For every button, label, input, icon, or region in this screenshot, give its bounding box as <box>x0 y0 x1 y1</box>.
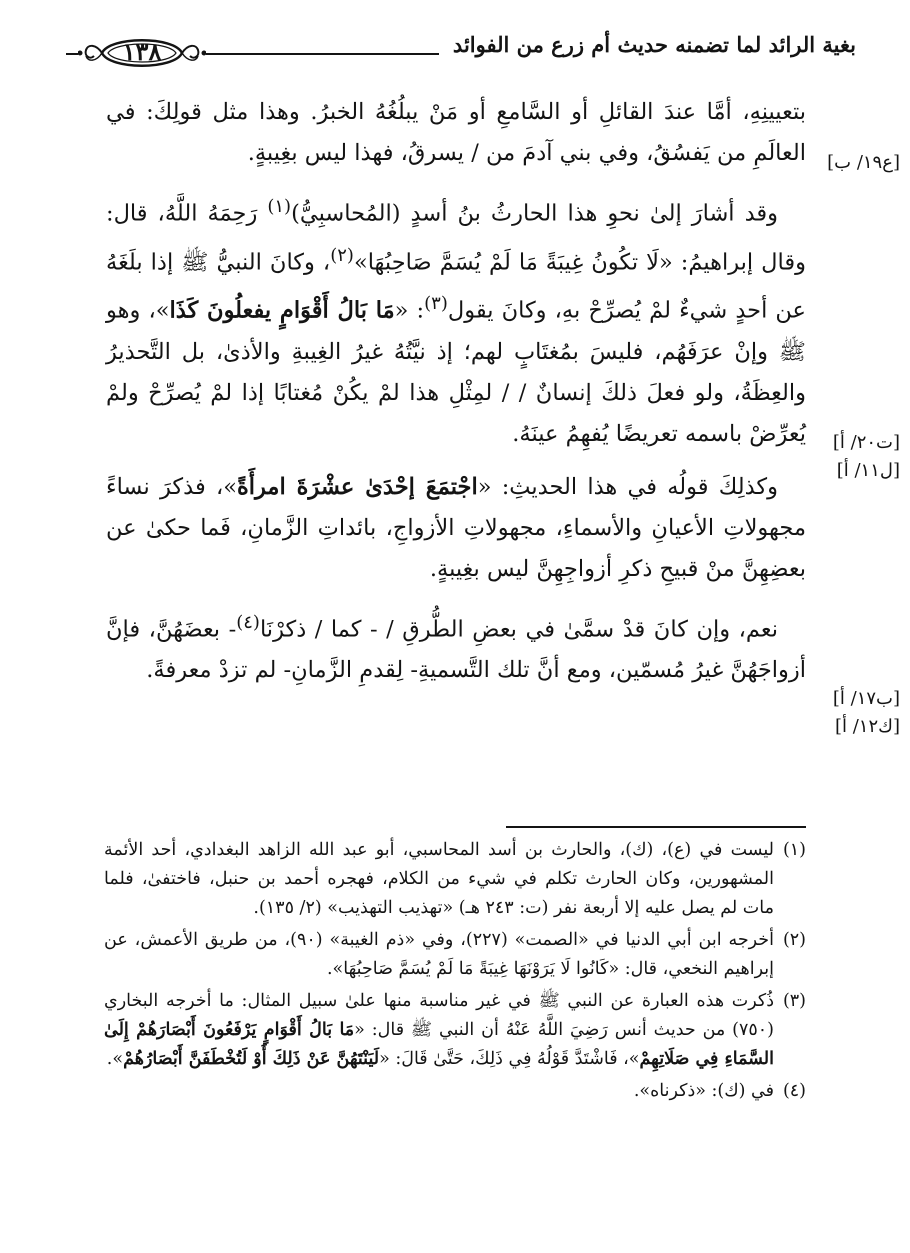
paragraph-1: بتعيينِهِ، أمَّا عندَ القائلِ أو السَّامعِ أو مَنْ يبلُغُهُ الخبرُ. وهذا مثل قولِكَ: في العالَمِ من يَفسُقُ، وفي بني آدمَ من / يسرقُ، فهذا ليس بغِيبةٍ. <box>106 99 806 166</box>
running-title: بغية الرائد لما تضمنه حديث أم زرع من الفوائد <box>439 32 856 57</box>
manuscript-ref: [ع١٩/ ب] <box>827 152 900 173</box>
footnote-marker-4[interactable]: (٤) <box>236 611 260 633</box>
footnote-marker-3[interactable]: (٣) <box>424 293 448 314</box>
manuscript-ref: [ب١٧/ أ] <box>832 688 900 709</box>
hadith-quote: مَا بَالُ أَقْوَامٍ يفعلُونَ كَذَا <box>169 297 395 324</box>
footnote-separator <box>506 826 806 828</box>
footnote-3: (٣)ذُكرت هذه العبارة عن النبي ﷺ في غير مناسبة منها علىٰ سبيل المثال: ما أخرجه البخاري (٧٥٠) من حديث أنس رَضِيَ اللَّهُ عَنْهُ أن النبي ﷺ قال: «مَا بَالُ أَقْوَامٍ يَرْفَعُونَ أَبْصَارَهُمْ إِلَىٰ السَّمَاءِ فِي صَلَاتِهِمْ»، فَاشْتَدَّ قَوْلُهُ فِي ذَلِكَ، حَتَّىٰ قَالَ: «لَيَنْتَهُنَّ عَنْ ذَلِكَ أَوْ لَتُخْطَفَنَّ أَبْصَارُهُمْ». <box>104 991 806 1069</box>
paragraph-4: نعم، وإن كانَ قدْ سمَّىٰ في بعضِ الطُّرقِ / - كما / ذكرْنَا$^{(٤)}$- بعضَهُنَّ، فإنَّ أزواجَهُنَّ غيرُ مُسمّين، ومع أنَّ تلك التَّسميةِ- لِقدمِ الزَّمانِ- لم تزدْ معرفةً. <box>106 611 806 683</box>
main-text <box>106 92 806 703</box>
footnote-marker-1[interactable]: (١) <box>267 196 292 217</box>
footnotes <box>104 836 806 1109</box>
manuscript-ref: [ت٢٠/ أ] <box>832 432 900 453</box>
footnote-2: (٢)أخرجه ابن أبي الدنيا في «الصمت» (٢٢٧)، وفي «ذم الغيبة» (٩٠)، من طريق الأعمش، عن إبراهيم النخعي، قال: «كَانُوا لَا يَرَوْنَهَا غِيبَةً مَا لَمْ يُسَمَّ صَاحِبُهَا». <box>104 930 806 979</box>
page-number-badge <box>78 30 206 76</box>
paragraph-2: وقد أشارَ إلىٰ نحوِ هذا الحارثُ بنُ أسدٍ (المُحاسبِيُّ)$^{(١)}$ رَحِمَهُ اللَّهُ، قال: وقال إبراهيمُ: «لَا تكُونُ غِيبَةً مَا لَمْ يُسَمَّ صَاحِبُهَا»$^{(٢)}$، وكانَ النبيُّ ﷺ إذا بلَغَهُ عن أحدٍ شيءٌ لمْ يُصرِّحْ بهِ، وكانَ يقول$^{(٣)}$: «مَا بَالُ أَقْوَامٍ يفعلُونَ كَذَا»، وهو ﷺ وإنْ عرَفَهُم، فليسَ بمُغتَابٍ لهم؛ إذ نيَّتُهُ غيرُ الغِيبةِ والأذىٰ، بل التَّحذيرُ والعِظَةُ، ولو فعلَ ذلكَ إنسانٌ / / لمِثْلِ هذا لمْ يكُنْ مُغتابًا إذا لمْ يُصرِّحْ ولمْ يُعرِّضْ باسمه تعريضًا يُفهِمُ عينَهُ. <box>106 196 807 447</box>
page-header <box>66 26 856 78</box>
hadith-quote: اجْتمَعَ إحْدَىٰ عشْرَةَ امرأَةً <box>236 473 478 500</box>
manuscript-ref: [ك١٢/ أ] <box>834 716 900 737</box>
footnote-marker-2[interactable]: (٢) <box>330 244 354 266</box>
paragraph-3: وكذلِكَ قولُه في هذا الحديثِ: «اجْتمَعَ إحْدَىٰ عشْرَةَ امرأَةً»، فذكرَ نساءً مجهولاتِ الأعيانِ والأسماءِ، مجهولاتِ الأزواجِ، بائداتِ الزَّمانِ، فَما حكىٰ عن بعضِهِنَّ منْ قبيحِ ذكرِ أزواجِهِنَّ ليس بغِيبةٍ. <box>106 473 806 582</box>
manuscript-ref: [ل١١/ أ] <box>836 460 900 481</box>
footnote-4: (٤)في (ك): «ذكرناه». <box>633 1081 806 1101</box>
footnote-1: (١)ليست في (ع)، (ك)، والحارث بن أسد المحاسبي، أبو عبد الله الزاهد البغدادي، أحد الأئمة المشهورين، وكان الحارث تكلم في شيء من الكلام، فهجره أحمد بن حنبل، فاختفىٰ، فلما مات لم يصل عليه إلا أربعة نفر (ت: ٢٤٣ هـ) «تهذيب التهذيب» (٢/ ١٣٥). <box>104 840 806 918</box>
page-number: ١٣٨ <box>122 37 162 66</box>
